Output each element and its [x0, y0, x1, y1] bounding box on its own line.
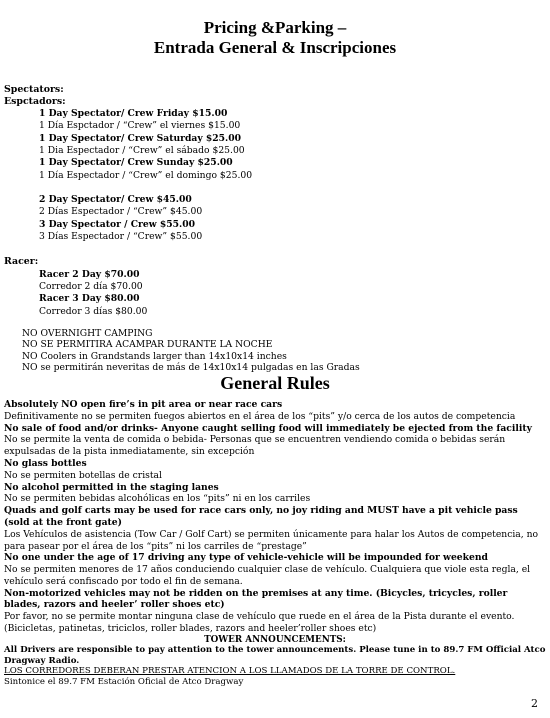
- price-line: Corredor 2 día $70.00: [39, 281, 143, 293]
- notice-line: NO se permitirán neveritas de más de 14x10x14 pulgadas en las Gradas: [22, 362, 360, 374]
- spectators-heading-es: Espctadors:: [4, 95, 66, 107]
- price-line: Racer 2 Day $70.00: [39, 268, 140, 280]
- rule-line: No se permite la venta de comida o bebida- Personas que se encuentren vendiendo comida o bebidas serán expulsadas de la pista inmediatamente, sin excepción: [4, 434, 506, 458]
- page-title-line1: Pricing &Parking –: [203, 18, 347, 37]
- price-line: 1 Day Spectator/ Crew Sunday $25.00: [39, 157, 233, 169]
- tower-line-en: All Drivers are responsible to pay attention to the tower announcements. Please tune in to 89.7 FM Official Atco Dragway Radio.: [4, 645, 546, 666]
- price-line: 1 Dia Espectador / “Crew” el sábado $25.00: [39, 145, 245, 157]
- spectators-heading: Spectators:: [4, 84, 64, 95]
- rule-line: Absolutely NO open fire’s in pit area or near race cars: [4, 398, 283, 410]
- price-line: 2 Días Espectador / “Crew” $45.00: [39, 206, 203, 218]
- notice-line: NO SE PERMITIRA ACAMPAR DURANTE LA NOCHE: [22, 339, 273, 351]
- rule-line: No glass bottles: [4, 457, 87, 469]
- page-title-line2: Entrada General & Inscripciones: [153, 38, 397, 57]
- tower-heading: TOWER ANNOUNCEMENTS:: [204, 634, 346, 645]
- rule-line: No one under the age of 17 driving any type of vehicle-vehicle will be impounded for weekend: [4, 552, 488, 564]
- racer-price-list: [4, 268, 546, 318]
- rule-line: No se permiten menores de 17 años conduciendo cualquier clase de vehículo. Cualquiera que viole esta regla, el vehículo será confiscado por todo el fin de semana.: [4, 564, 531, 587]
- price-line: 3 Días Espectador / “Crew” $55.00: [39, 230, 203, 242]
- page-number: 2: [531, 697, 538, 710]
- document-page: [4, 0, 546, 718]
- price-line: 1 Día Espectador / “Crew” el domingo $25.00: [39, 169, 253, 181]
- rule-line: Non-motorized vehicles may not be ridden on the premises at any time. (Bicycles, tricycles, roller blades, razors and heeler’ roller shoes etc): [4, 587, 508, 611]
- price-line: Corredor 3 días $80.00: [39, 305, 148, 317]
- notice-line: NO OVERNIGHT CAMPING: [22, 327, 153, 339]
- tower-announcements: [4, 635, 546, 688]
- price-line: 1 Día Espctador / “Crew” el viernes $15.00: [39, 120, 241, 132]
- rule-line: Definitivamente no se permiten fuegos abiertos en el área de los “pits” y/o cerca de los autos de competencia: [4, 410, 516, 422]
- rule-line: Los Vehículos de asistencia (Tow Car / Golf Cart) se permiten únicamente para halar los Autos de competencia, no para pasear por el área de los “pits” ni los carriles de “prestage”: [4, 528, 539, 552]
- rule-line: No se permiten bebidas alcohólicas en los “pits” ni en los carriles: [4, 493, 311, 505]
- tower-line-radio: Sintonice el 89.7 FM Estación Oficial de Atco Dragway: [4, 676, 244, 687]
- price-line: 2 Day Spectator/ Crew $45.00: [39, 193, 192, 205]
- camping-notices: [4, 328, 546, 374]
- spectator-multi-day-list: [4, 194, 546, 243]
- price-line: 3 Day Spectator / Crew $55.00: [39, 218, 195, 230]
- rule-line: Por favor, no se permite montar ninguna clase de vehículo que ruede en el área de la Pista durante el evento. (Bicicletas, patinetas, triciclos, roller blades, razors and heeler’roller shoes etc): [4, 611, 515, 635]
- spectator-single-day-list: [4, 107, 546, 182]
- notice-line: NO Coolers in Grandstands larger than 14x10x14 inches: [22, 350, 287, 362]
- rule-line: No alcohol permitted in the staging lanes: [4, 481, 219, 493]
- rule-line: No se permiten botellas de cristal: [4, 469, 162, 481]
- rule-line: Quads and golf carts may be used for race cars only, no joy riding and MUST have a pit vehicle pass (sold at the front gate): [4, 505, 518, 528]
- rule-line: No sale of food and/or drinks- Anyone caught selling food will immediately be ejected from the facility: [4, 422, 532, 434]
- general-rules-list: [4, 399, 546, 635]
- price-line: 1 Day Spectator/ Crew Saturday $25.00: [39, 132, 242, 144]
- general-rules-title: General Rules: [220, 372, 330, 393]
- racer-heading: Racer:: [4, 256, 39, 268]
- tower-line-es: LOS CORREDORES DEBERAN PRESTAR ATENCION A LOS LLAMADOS DE LA TORRE DE CONTROL.: [4, 666, 456, 677]
- price-line: 1 Day Spectator/ Crew Friday $15.00: [39, 108, 228, 120]
- price-line: Racer 3 Day $80.00: [39, 293, 140, 305]
